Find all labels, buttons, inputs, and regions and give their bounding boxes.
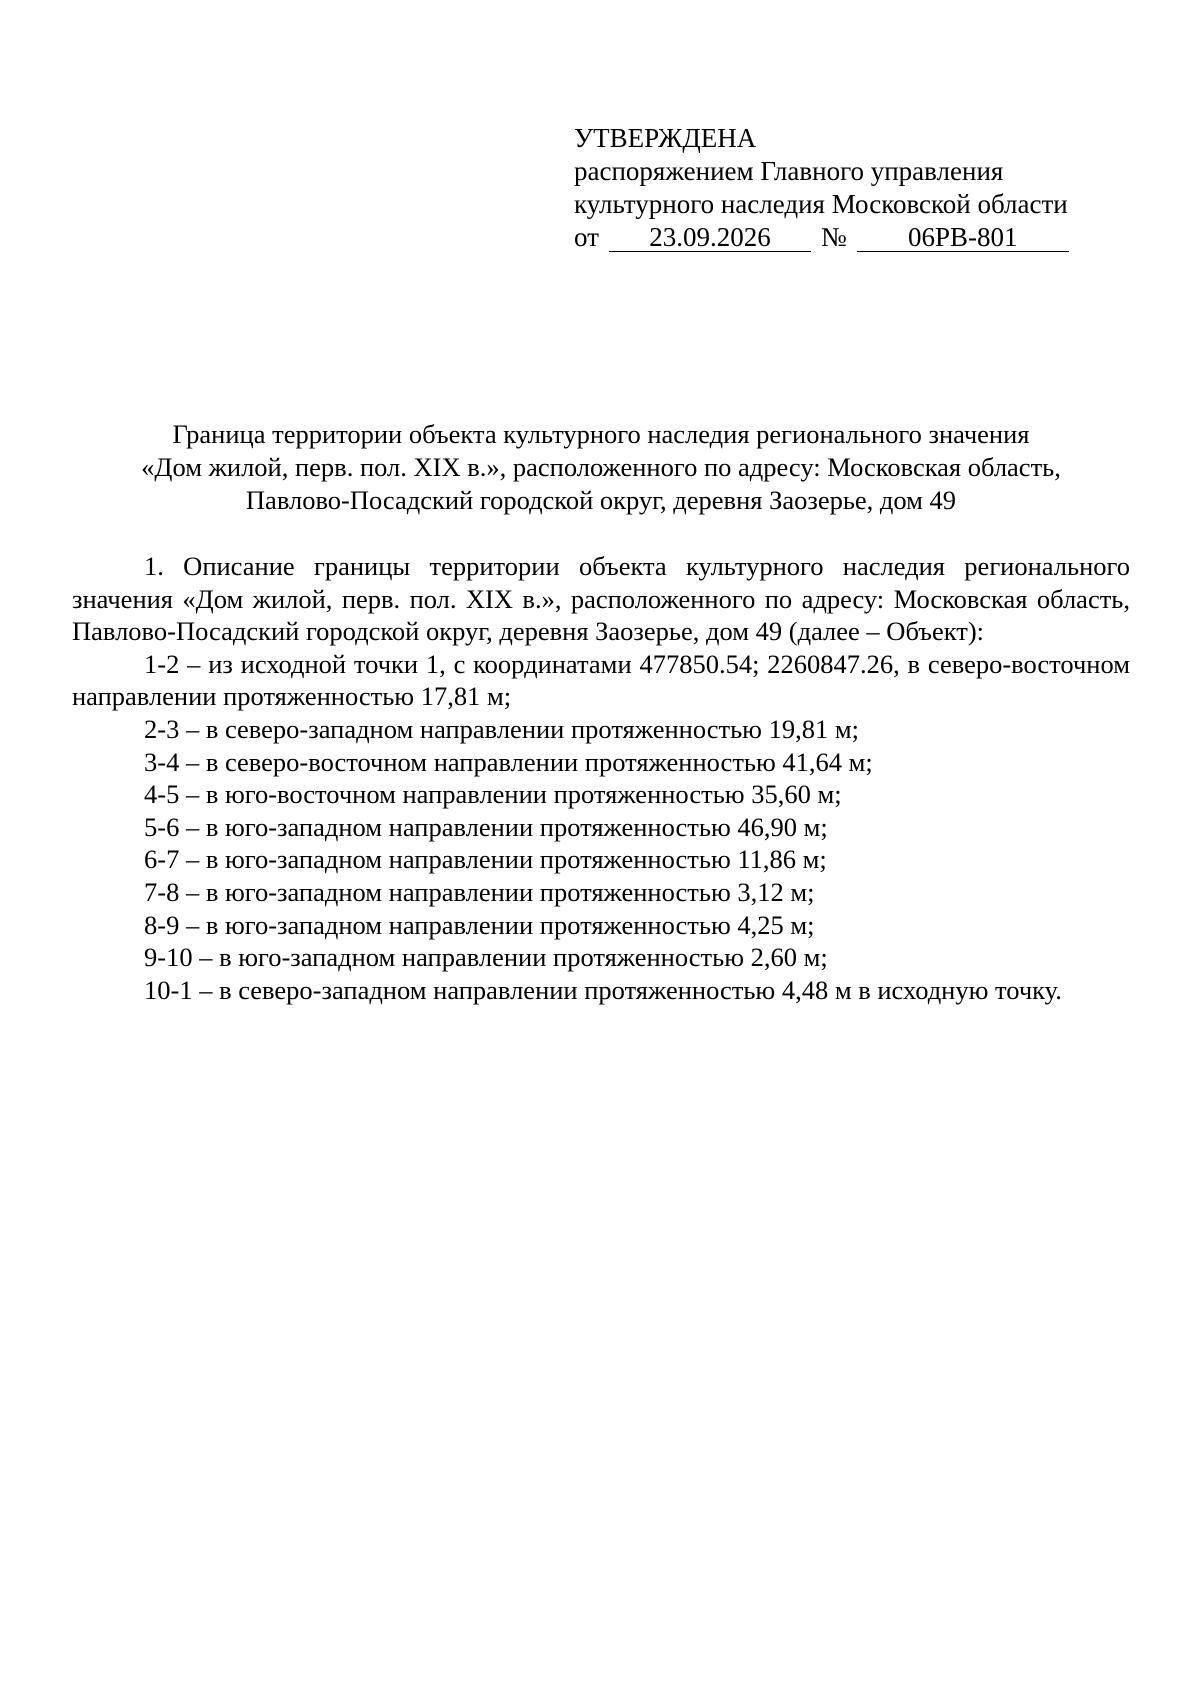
title-line-2: «Дом жилой, перв. пол. XIX в.», расположенного по адресу: Московская область, (141, 452, 1061, 482)
intro-paragraph: 1. Описание границы территории объекта культурного наследия регионального значения «Дом жилой, перв. пол. XIX в.», расположенного по адресу: Московская область, Павлово-Посадский городской округ, деревня Заозерье, дом 49 (далее – Объект): (72, 551, 1130, 647)
approval-date-number-line (574, 221, 1094, 254)
segment-item: 5-6 – в юго-западном направлении протяженностью 46,90 м; (144, 811, 828, 842)
segment-item: 4-5 – в юго-восточном направлении протяженностью 35,60 м; (144, 779, 842, 810)
approval-number: 06РВ-801 (857, 223, 1069, 252)
segment-item: 7-8 – в юго-западном направлении протяженностью 3,12 м; (144, 876, 815, 907)
approved-label: УТВЕРЖДЕНА (574, 123, 757, 153)
segment-item: 8-9 – в юго-западном направлении протяженностью 4,25 м; (144, 909, 815, 940)
title-line-3: Павлово-Посадский городской округ, деревня Заозерье, дом 49 (245, 485, 957, 515)
segment-item: 2-3 – в северо-западном направлении протяженностью 19,81 м; (144, 713, 859, 744)
number-label: № (820, 222, 847, 252)
approval-date: 23.09.2026 (609, 223, 811, 252)
document-title (72, 418, 1130, 517)
boundary-description (72, 550, 1130, 1006)
segment-item: 3-4 – в северо-восточном направлении протяженностью 41,64 м; (144, 746, 873, 777)
segment-item: 6-7 – в юго-западном направлении протяженностью 11,86 м; (144, 844, 827, 875)
approval-stamp (574, 122, 1094, 254)
approval-authority-line-1: распоряжением Главного управления (574, 156, 1004, 186)
approval-authority-line-2: культурного наследия Московской области (574, 189, 1068, 219)
segment-item: 9-10 – в юго-западном направлении протяженностью 2,60 м; (144, 942, 828, 973)
segment-item: 1-2 – из исходной точки 1, с координатами 477850.54; 2260847.26, в северо-восточном направлении протяженностью 17,81 м; (72, 648, 1130, 712)
from-label: от (574, 222, 599, 252)
segment-item: 10-1 – в северо-западном направлении протяженностью 4,48 м в исходную точку. (144, 974, 1062, 1005)
title-line-1: Граница территории объекта культурного наследия регионального значения (172, 419, 1030, 449)
